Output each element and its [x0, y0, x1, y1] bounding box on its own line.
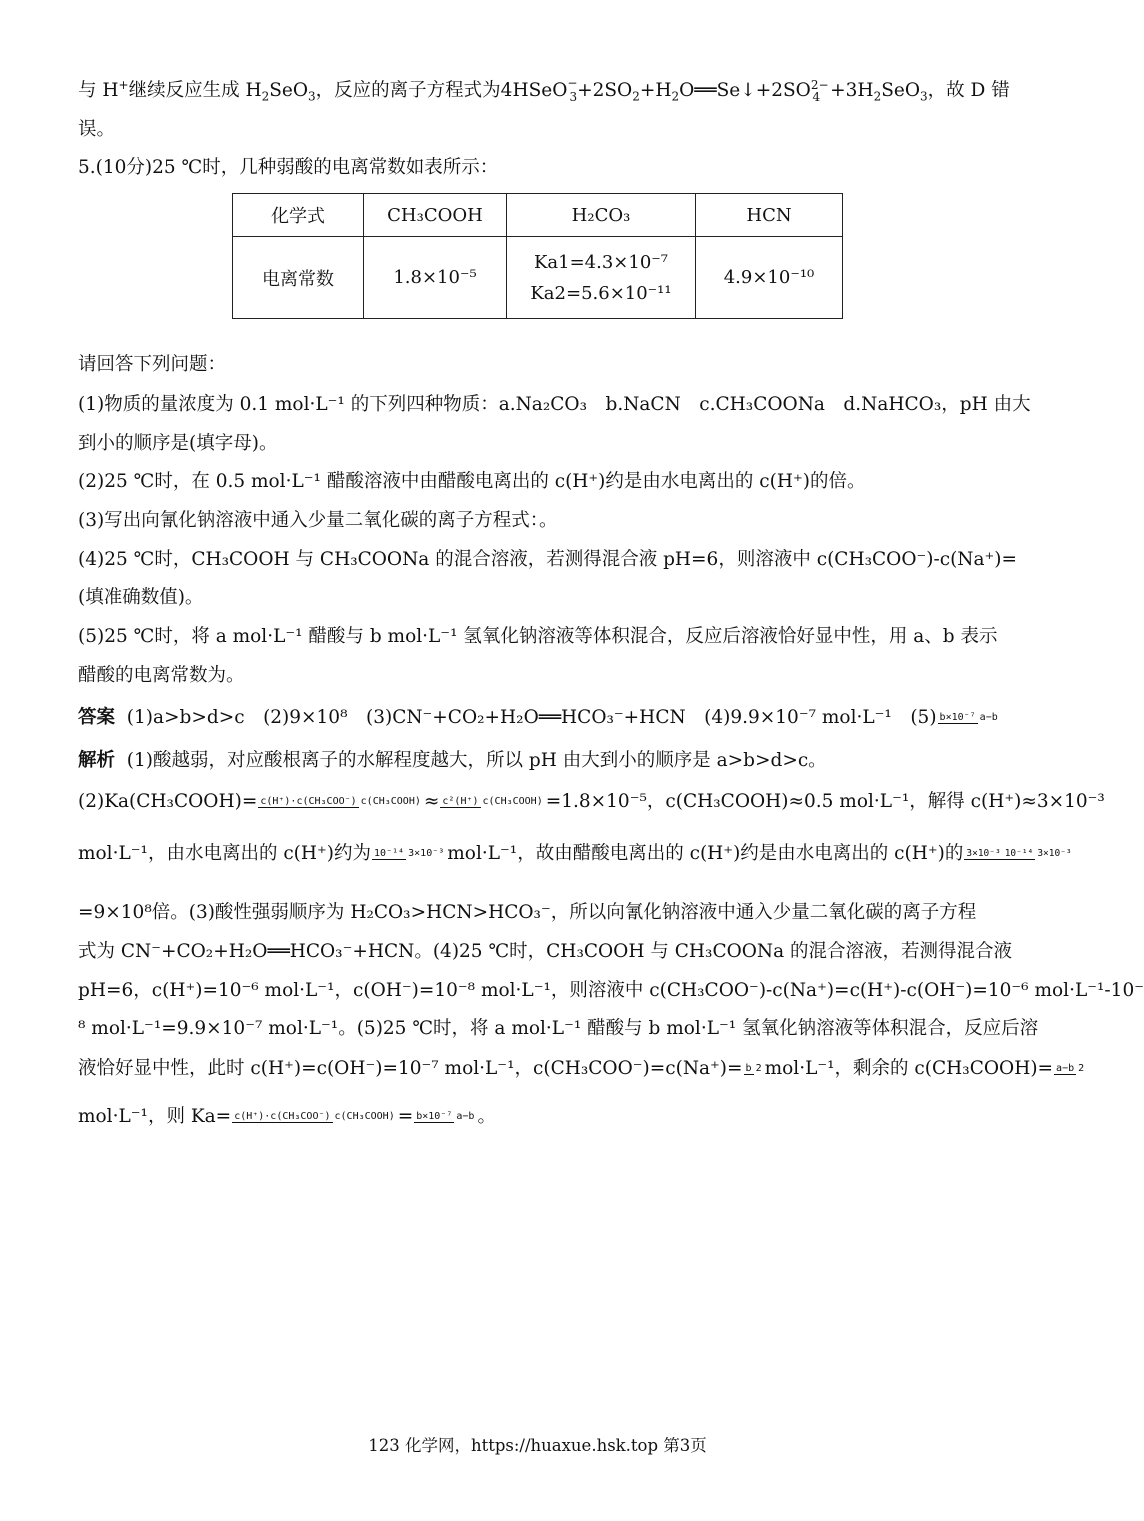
- table-value-ka2: Ka2=5.6×10⁻¹¹: [530, 282, 672, 304]
- table-header-hcn: HCN: [696, 194, 843, 237]
- table-value-hcn: 4.9×10⁻¹⁰: [696, 237, 843, 319]
- intro-line-2: 误。: [78, 119, 116, 140]
- analysis-line-7: ⁸ mol·L⁻¹=9.9×10⁻⁷ mol·L⁻¹。(5)25 ℃时，将 a mol·L⁻¹ 醋酸与 b mol·L⁻¹ 氢氧化钠溶液等体积混合，反应后溶: [78, 1018, 1039, 1039]
- question-5-line-2: 醋酸的电离常数为。: [78, 665, 245, 686]
- intro-line-1: 与 H+继续反应生成 $H_2SeO_3$，反应的离子方程式为$4HSeO^-_3+2SO_2+H_2O══Se↓+2SO^{2-}_4 +3H_2SeO_3$，故 D 错: [78, 75, 1010, 104]
- question-5-line-1: (5)25 ℃时，将 a mol·L⁻¹ 醋酸与 b mol·L⁻¹ 氢氧化钠溶液等体积混合，反应后溶液恰好显中性，用 a、b 表示: [78, 626, 998, 647]
- question-stem: 5.(10分)25 ℃时，几种弱酸的电离常数如表所示：: [78, 157, 499, 178]
- analysis-line-1: 解析 (1)酸越弱，对应酸根离子的水解程度越大，所以 pH 由大到小的顺序是 a>b>d>c。: [78, 750, 827, 771]
- answer-fraction: b×10⁻⁷ a−b: [939, 711, 998, 723]
- question-4-line-1: (4)25 ℃时，CH₃COOH 与 CH₃COONa 的混合溶液，若测得混合液 pH=6，则溶液中 c(CH₃COO⁻)-c(Na⁺)=: [78, 549, 1017, 570]
- table-row-label: 电离常数: [233, 237, 364, 319]
- question-4-line-2: (填准确数值)。: [78, 587, 204, 608]
- table-value-ch3cooh: 1.8×10⁻⁵: [364, 237, 507, 319]
- analysis-label: 解析: [78, 750, 116, 771]
- question-1-line-1: (1)物质的量浓度为 0.1 mol·L⁻¹ 的下列四种物质：a.Na₂CO₃ b.NaCN c.CH₃COONa d.NaHCO₃，pH 由大: [78, 394, 1031, 415]
- ionization-constant-table: [232, 193, 843, 319]
- table-value-ka1: Ka1=4.3×10⁻⁷: [533, 251, 669, 273]
- table-header-ch3cooh: CH₃COOH: [364, 194, 507, 237]
- analysis-line-4: =9×10⁸倍。(3)酸性强弱顺序为 H₂CO₃>HCN>HCO₃⁻，所以向氰化钠溶液中通入少量二氧化碳的离子方程: [78, 902, 977, 923]
- answer-label: 答案: [78, 707, 116, 728]
- analysis-line-2: (2)Ka(CH₃COOH)= c(H⁺)·c(CH₃COO⁻) c(CH₃COOH) ≈ c²(H⁺) c(CH₃COOH) =1.8×10⁻⁵，c(CH₃COOH)≈0.5 mol·L⁻¹，解得 c(H⁺)≈3×10⁻³: [78, 791, 1105, 812]
- analysis-line-8: 液恰好显中性，此时 c(H⁺)=c(OH⁻)=10⁻⁷ mol·L⁻¹，c(CH₃COO⁻)=c(Na⁺)= b 2 mol·L⁻¹，剩余的 c(CH₃COOH)= a−b 2: [78, 1058, 1085, 1079]
- table-header-h2co3: H₂CO₃: [507, 194, 696, 237]
- analysis-line-9: mol·L⁻¹，则 Ka= c(H⁺)·c(CH₃COO⁻) c(CH₃COOH) = b×10⁻⁷ a−b 。: [78, 1106, 496, 1127]
- page-footer: 123 化学网，https://huaxue.hsk.top 第3页: [368, 1436, 707, 1455]
- analysis-line-5: 式为 CN⁻+CO₂+H₂O══HCO₃⁻+HCN。(4)25 ℃时，CH₃COOH 与 CH₃COONa 的混合溶液，若测得混合液: [78, 941, 1013, 962]
- question-1-line-2: 到小的顺序是(填字母)。: [78, 433, 278, 454]
- analysis-line-6: pH=6，c(H⁺)=10⁻⁶ mol·L⁻¹，c(OH⁻)=10⁻⁸ mol·L⁻¹，则溶液中 c(CH₃COO⁻)-c(Na⁺)=c(H⁺)-c(OH⁻)=10⁻⁶ mol·L⁻¹-10⁻: [78, 980, 1144, 1001]
- table-value-h2co3: [507, 237, 696, 319]
- answer-line: 答案 (1)a>b>d>c (2)9×10⁸ (3)CN⁻+CO₂+H₂O══HCO₃⁻+HCN (4)9.9×10⁻⁷ mol·L⁻¹ (5) b×10⁻⁷ a−b: [78, 707, 998, 728]
- analysis-line-3: mol·L⁻¹，由水电离出的 c(H⁺)约为 10⁻¹⁴ 3×10⁻³ mol·L⁻¹，故由醋酸电离出的 c(H⁺)约是由水电离出的 c(H⁺)的 3×10⁻³ 10⁻¹⁴ 3×10⁻³: [78, 843, 1072, 864]
- question-2: (2)25 ℃时，在 0.5 mol·L⁻¹ 醋酸溶液中由醋酸电离出的 c(H⁺)约是由水电离出的 c(H⁺)的倍。: [78, 471, 866, 492]
- table-header-formula: 化学式: [233, 194, 364, 237]
- question-prompt: 请回答下列问题：: [78, 354, 227, 375]
- question-3: (3)写出向氰化钠溶液中通入少量二氧化碳的离子方程式：。: [78, 510, 558, 531]
